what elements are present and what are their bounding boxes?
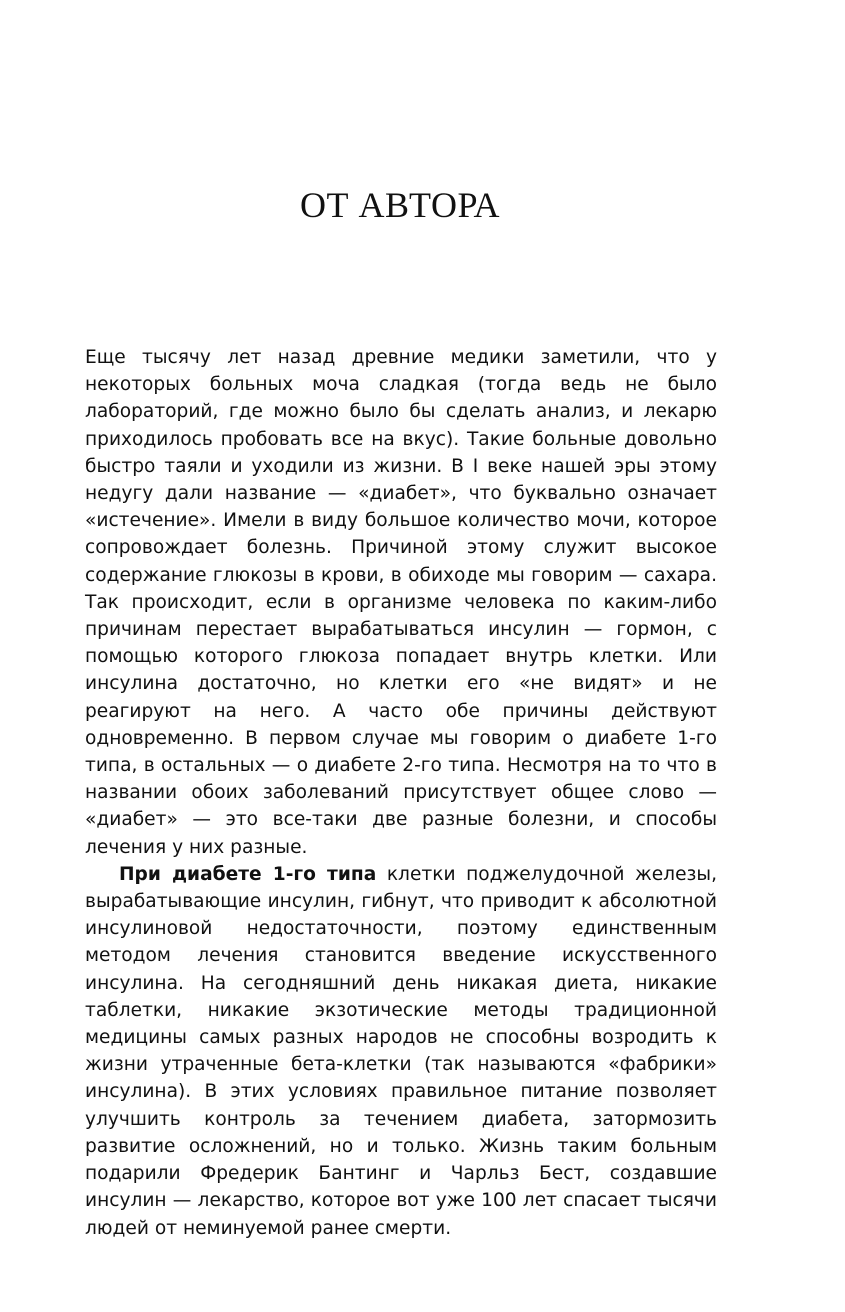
paragraph-2-lead: При диабете 1-го типа (119, 863, 377, 885)
paragraph-2-text: клетки поджелудочной железы, вырабатывающие инсулин, гибнут, что приводит к абсолютной инсулиновой недостаточности, поэтому единственным методом лечения становится введение искусственного инсулина. На сегодняшний день никакая диета, никакие таблетки, никакие экзотические методы традиционной медицины самых разных народов не способны возродить к жизни утраченные бета-клетки (так называются «фабрики» инсулина). В этих условиях правильное питание позволяет улучшить контроль за течением диабета, затормозить развитие осложнений, но и только. Жизнь таким больным подарили Фредерик Бантинг и Чарльз Бест, создавшие инсулин — лекарство, которое вот уже 100 лет спасает тысячи людей от неминуемой ранее смерти. (85, 863, 717, 1239)
paragraph-2 (85, 861, 717, 1242)
chapter-title: ОТ АВТОРА (300, 185, 500, 225)
chapter-body (85, 344, 717, 1242)
paragraph-1: Еще тысячу лет назад древние медики заметили, что у некоторых больных моча сладкая (тогда ведь не было лабораторий, где можно было бы сделать анализ, и лекарю приходилось пробовать все на вкус). Такие больные довольно быстро таяли и уходили из жизни. В I веке нашей эры этому недугу дали название — «диабет», что буквально означает «истечение». Имели в виду большое количество мочи, которое сопровождает болезнь. Причиной этому служит высокое содержание глюкозы в крови, в обиходе мы говорим — сахара. Так происходит, если в организме человека по каким-либо причинам перестает вырабатываться инсулин — гормон, с помощью которого глюкоза попадает внутрь клетки. Или инсулина достаточно, но клетки его «не видят» и не реагируют на него. А часто обе причины действуют одновременно. В первом случае мы говорим о диабете 1-го типа, в остальных — о диабете 2-го типа. Несмотря на то что в названии обоих заболеваний присутствует общее слово — «диабет» — это все-таки две разные болезни, и способы лечения у них разные. (85, 347, 717, 858)
